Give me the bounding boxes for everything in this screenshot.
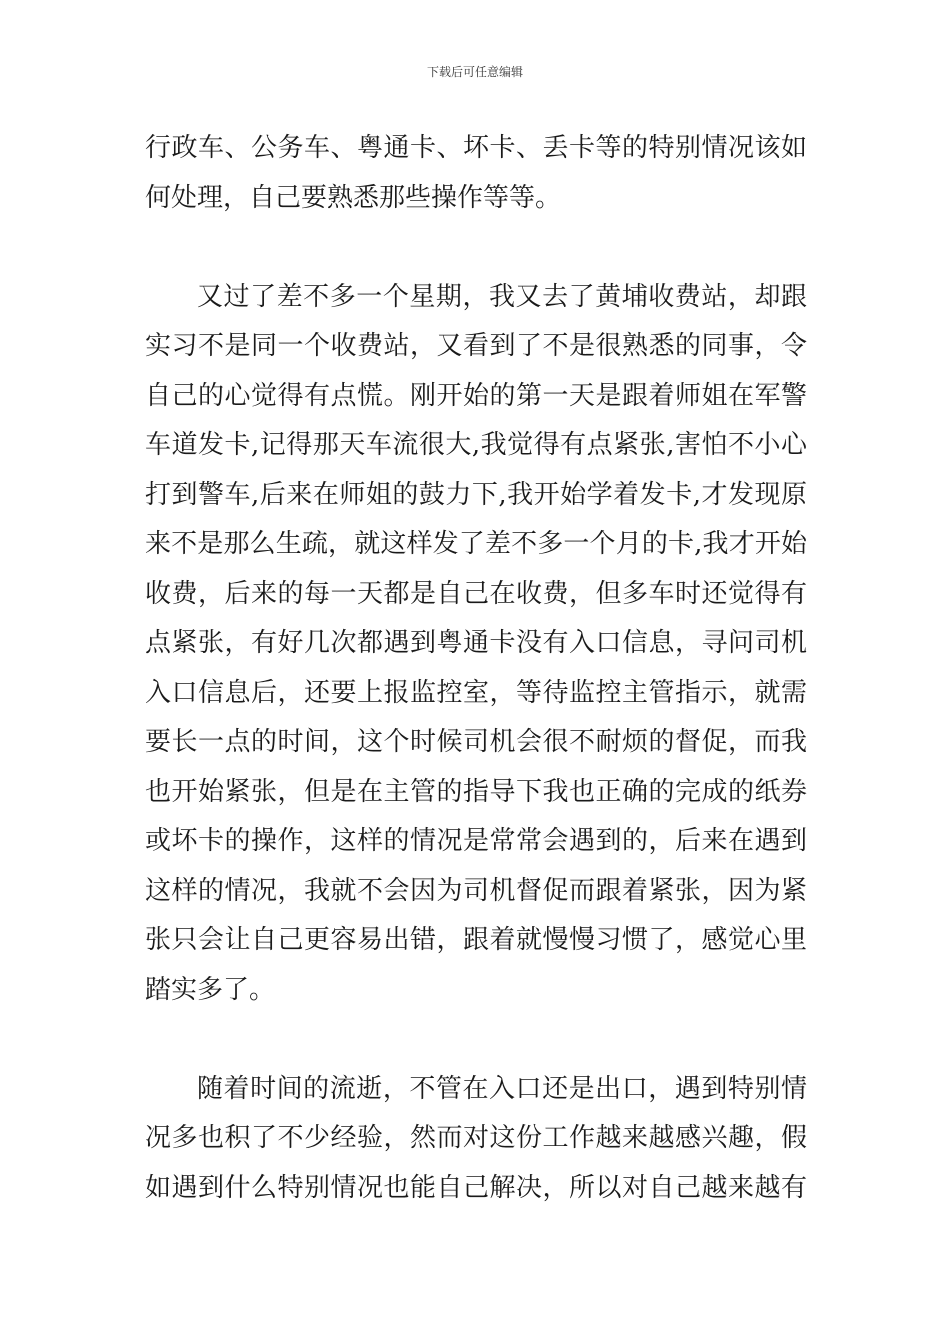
paragraph (145, 273, 807, 1016)
document-body (145, 124, 807, 1213)
paragraph (145, 1065, 807, 1214)
text-line: 来不是那么生疏，就这样发了差不多一个月的卡,我才开始 (145, 529, 807, 559)
text-line: 张只会让自己更容易出错，跟着就慢慢习惯了，感觉心里 (145, 925, 807, 955)
text-line: 这样的情况，我就不会因为司机督促而跟着紧张，因为紧 (145, 875, 807, 906)
text-line: 实习不是同一个收费站，又看到了不是很熟悉的同事，令 (145, 331, 807, 361)
text-line: 踏实多了。 (145, 974, 276, 1005)
text-line: 又过了差不多一个星期，我又去了黄埔收费站，却跟 (197, 281, 807, 312)
page-header: 下载后可任意编辑 (426, 65, 523, 79)
text-line: 或坏卡的操作，这样的情况是常常会遇到的，后来在遇到 (145, 826, 807, 856)
text-line: 入口信息后，还要上报监控室，等待监控主管指示，就需 (145, 677, 807, 708)
text-line: 随着时间的流逝，不管在入口还是出口，遇到特别情 (197, 1073, 807, 1104)
text-line: 也开始紧张，但是在主管的指导下我也正确的完成的纸券 (145, 776, 807, 807)
text-line: 自己的心觉得有点慌。刚开始的第一天是跟着师姐在军警 (145, 380, 807, 411)
text-line: 况多也积了不少经验，然而对这份工作越来越感兴趣，假 (145, 1123, 807, 1153)
text-line: 点紧张，有好几次都遇到粤通卡没有入口信息，寻问司机 (145, 628, 807, 658)
text-line: 如遇到什么特别情况也能自己解决，所以对自己越来越有 (145, 1172, 807, 1203)
text-line: 要长一点的时间，这个时候司机会很不耐烦的督促，而我 (145, 727, 807, 757)
paragraph (145, 124, 807, 223)
text-line: 何处理，自己要熟悉那些操作等等。 (145, 182, 562, 213)
text-line: 行政车、公务车、粤通卡、坏卡、丢卡等的特别情况该如 (145, 133, 807, 163)
text-line: 打到警车,后来在师姐的鼓力下,我开始学着发卡,才发现原 (145, 479, 807, 510)
text-line: 收费，后来的每一天都是自己在收费，但多车时还觉得有 (145, 578, 807, 609)
text-line: 车道发卡,记得那天车流很大,我觉得有点紧张,害怕不小心 (145, 430, 807, 460)
